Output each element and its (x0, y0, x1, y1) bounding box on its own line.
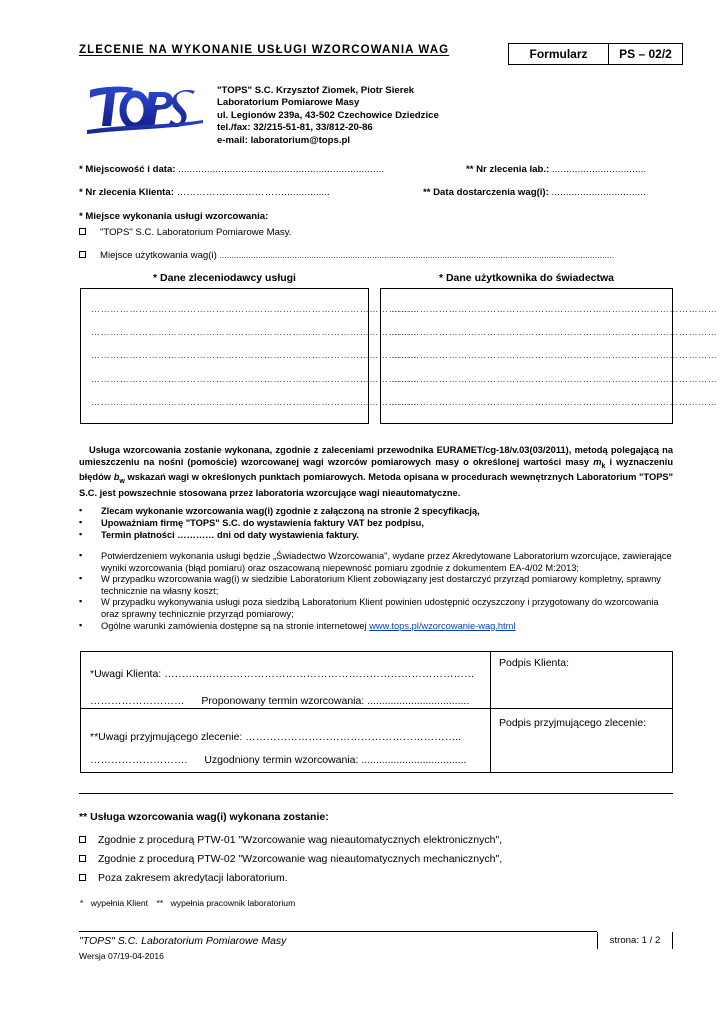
client-remarks[interactable]: *Uwagi Klienta: …………..………………………………………………………………… (90, 668, 475, 680)
note-item (79, 621, 673, 633)
checkbox-icon[interactable] (79, 228, 86, 235)
note-last-text: Ogólne warunki zamówienia dostępne są na stronie internetowej (101, 620, 370, 631)
legend-star-1: * (80, 898, 84, 908)
note-item: ▪ W przypadku wykonywania usługi poza siedzibą Laboratorium Klient powinien udostępnić oczyszczony i przygotowany do wzorcowania oraz sprawny technicznie przyrząd pomiarowy; (79, 597, 673, 620)
company-name: "TOPS" S.C. Krzysztof Ziomek, Piotr Sierek (217, 85, 415, 96)
section-separator (79, 793, 673, 794)
order-item: ▪ Upoważniam firmę "TOPS" S.C. do wystawienia faktury VAT bez podpisu, (79, 517, 673, 529)
agreed-term-dots: ………………………. (90, 754, 188, 766)
order-item: ▪ Zlecam wykonanie wzorcowania wag(i) zgodnie z załączoną na stronie 2 specyfikacją, (79, 505, 673, 517)
note-item: ▪ W przypadku wzorcowania wag(i) w siedzibie Laboratorium Klient zobowiązany jest dostarczyć przyrząd pomiarowy kompletny, sprawny technicznie na własny koszt; (79, 574, 673, 597)
client-order-dots: ……………………………................ (176, 187, 331, 198)
proposed-term-label: Proponowany termin wzorcowania: ................................... (201, 695, 470, 707)
note-item: ▪ Potwierdzeniem wykonania usługi będzie „Świadectwo Wzorcowania", wydane przez Akredytowane Laboratorium wzorcujące, zawierające wyniki wzorcowania (błąd pomiaru) oraz oszacowaną niepewność pomiaru zgodnie z dokumentem EA-4/02 M:2013; (79, 551, 673, 574)
legend-star-2: ** (156, 898, 164, 908)
company-address: ul. Legionów 239a, 43-502 Czechowice Dziedzice (217, 109, 439, 121)
table-divider (490, 652, 491, 772)
place-date-field[interactable] (79, 164, 384, 175)
receiver-signature-label: Podpis przyjmującego zlecenie: (499, 717, 647, 729)
legend-text-1: wypełnia Klient (90, 898, 149, 908)
client-data-line[interactable]: ………………………………………………………………………………………… (91, 350, 418, 361)
document-title: ZLECENIE NA WYKONANIE USŁUGI WZORCOWANIA WAG (79, 44, 450, 56)
receiver-remarks[interactable]: **Uwagi przyjmującego zlecenie: …………………………………………………….. (90, 731, 462, 743)
remarks-table (80, 651, 673, 773)
footer-line (79, 931, 597, 932)
performed-option-label: Poza zakresem akredytacji laboratorium. (98, 872, 288, 884)
client-data-line[interactable]: ………………………………………………………………………………………… (91, 396, 418, 407)
tops-logo (85, 84, 205, 136)
client-data-box[interactable] (80, 288, 418, 424)
client-signature-label: Podpis Klienta: (499, 657, 570, 669)
form-label: Formularz (509, 44, 609, 64)
delivery-date-label: ** Data dostarczenia wag(i): (423, 187, 549, 198)
method-paragraph (79, 445, 673, 499)
agreed-term-row[interactable] (90, 754, 466, 766)
delivery-date-field[interactable] (423, 187, 646, 198)
place-option-site-dots: ................................................................................................................................................................... (219, 251, 615, 260)
symbol-m: m (593, 456, 602, 467)
checkbox-icon[interactable] (79, 874, 86, 881)
user-data-line[interactable]: ………………………………………………………………………………………… (391, 304, 718, 314)
performed-option[interactable] (79, 872, 288, 884)
client-data-title: * Dane zleceniodawcy usługi (153, 272, 296, 284)
order-list (79, 505, 673, 542)
company-lab: Laboratorium Pomiarowe Masy (217, 97, 360, 109)
footer-company: "TOPS" S.C. Laboratorium Pomiarowe Masy (79, 935, 287, 947)
lab-order-field[interactable] (466, 164, 646, 175)
form-code: PS – 02/2 (619, 47, 672, 61)
checkbox-icon[interactable] (79, 855, 86, 862)
method-text-1: Usługa wzorcowania zostanie wykonana, zgodnie z zaleceniami przewodnika EURAMET/cg-18/v.03(03/2011), metodą polegającą na umieszczeniu na nośni (pomoście) wzorcowanej wagi wzorców pomiarowych masy o określonej wartości masy (79, 445, 673, 467)
legend-text-2: wypełnia pracownik laboratorium (170, 898, 296, 908)
performed-option-label: Zgodnie z procedurą PTW-01 "Wzorcowanie wag nieautomatycznych elektronicznych", (98, 834, 503, 846)
place-date-label: * Miejscowość i data: (79, 164, 176, 175)
place-option-lab[interactable] (79, 227, 291, 238)
user-data-title: * Dane użytkownika do świadectwa (438, 272, 615, 284)
place-option-site[interactable] (79, 250, 673, 261)
performed-option[interactable] (79, 853, 502, 865)
client-data-line[interactable]: ………………………………………………………………………………………… (91, 304, 418, 314)
symbol-m-sub: k (601, 462, 606, 470)
notes-list (79, 551, 673, 632)
user-data-line[interactable]: ………………………………………………………………………………………… (391, 373, 718, 384)
delivery-date-dots: ................................. (551, 187, 647, 198)
user-data-box[interactable] (380, 288, 718, 424)
table-divider (81, 708, 672, 709)
proposed-term-row[interactable] (90, 695, 469, 707)
lab-order-label: ** Nr zlecenia lab.: (466, 164, 550, 175)
proposed-term-dots: ……………………… (90, 695, 185, 707)
user-data-line[interactable]: ………………………………………………………………………………………… (391, 396, 718, 407)
client-order-label: * Nr zlecenia Klienta: (79, 187, 174, 198)
user-data-line[interactable]: ………………………………………………………………………………………… (391, 327, 718, 338)
user-data-line[interactable]: ………………………………………………………………………………………… (391, 350, 718, 361)
symbol-b-sub: w (119, 477, 125, 485)
agreed-term-label: Uzgodniony termin wzorcowania: .................................... (204, 754, 467, 766)
symbol-b: b (113, 472, 120, 483)
footer-version: Wersja 07/19-04-2016 (79, 951, 164, 961)
method-text-3: wskazań wagi w określonych punktach pomiarowych. Metoda opisana w procedurach wewnętrznych Laboratorium "TOPS" S.C. jest powszechnie stosowana przez laboratoria wzorcujące wagi nieautomatyczne. (79, 472, 673, 498)
client-data-line[interactable]: ………………………………………………………………………………………… (91, 373, 418, 384)
lab-order-dots: ................................. (551, 164, 647, 175)
performed-heading: ** Usługa wzorcowania wag(i) wykonana zostanie: (79, 811, 329, 823)
checkbox-icon[interactable] (79, 251, 86, 258)
page-number: strona: 1 / 2 (597, 932, 673, 949)
checkbox-icon[interactable] (79, 836, 86, 843)
company-email: e-mail: laboratorium@tops.pl (217, 134, 351, 146)
legend (80, 898, 295, 908)
place-date-dots: ........................................................................ (178, 164, 385, 175)
form-code-box (508, 43, 683, 65)
company-info (217, 85, 439, 147)
method-text-2: i wyznaczeniu błędów (79, 456, 673, 483)
client-data-line[interactable]: ………………………………………………………………………………………… (91, 327, 418, 338)
place-option-site-label: Miejsce użytkowania wag(i) (100, 250, 217, 261)
performed-option[interactable] (79, 834, 502, 846)
terms-link[interactable]: www.tops.pl/wzorcowanie-wag.html (369, 620, 516, 631)
place-option-lab-label: "TOPS" S.C. Laboratorium Pomiarowe Masy. (100, 227, 292, 238)
company-phone: tel./fax: 32/215-51-81, 33/812-20-86 (217, 122, 373, 134)
client-order-field[interactable] (79, 187, 330, 198)
performed-option-label: Zgodnie z procedurą PTW-02 "Wzorcowanie wag nieautomatycznych mechanicznych", (98, 853, 503, 865)
place-heading: * Miejsce wykonania usługi wzorcowania: (79, 211, 269, 222)
order-item: ▪ Termin płatności ………… dni od daty wystawienia faktury. (79, 529, 673, 541)
